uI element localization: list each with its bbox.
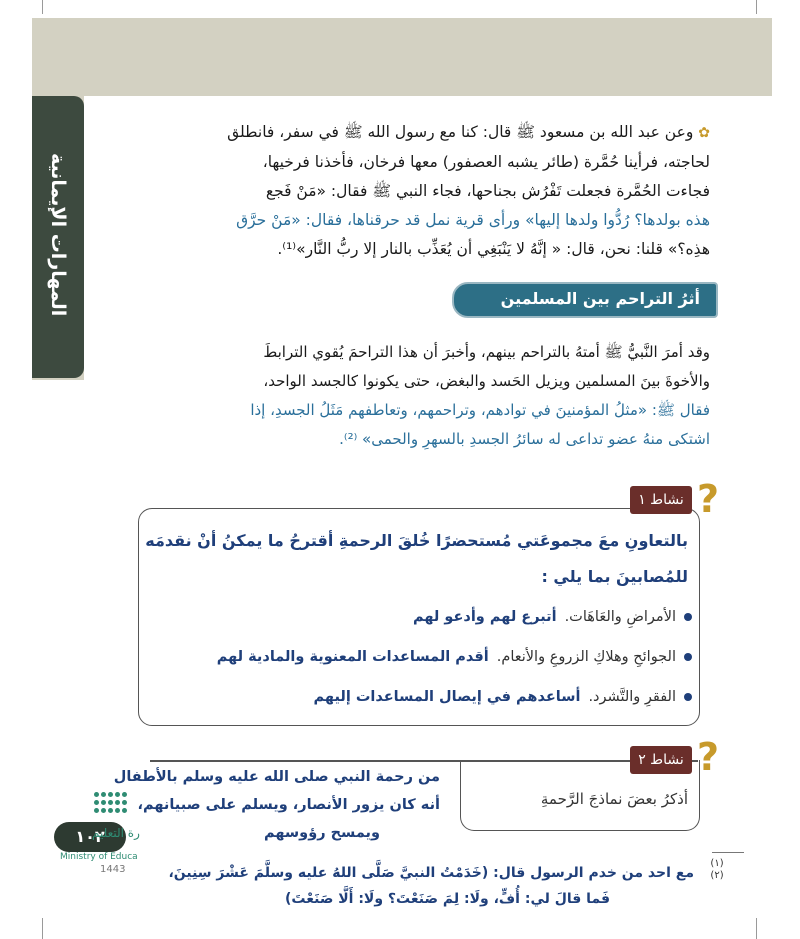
activity-1-row [314,682,692,712]
chapter-side-tab-label: المهارات الإيمانية [47,153,69,317]
question-mark-icon: ? [696,735,720,779]
crop-mark [756,918,757,939]
mercy-line: والأخوةَ بينَ المسلمين ويزيل الحَسد والبغض، حتى يكونوا كالجسد الواحد، [263,372,710,390]
activity-1-intro: للمُصابينَ بما يلي : [541,567,688,586]
activity-1-item: الأمراضِ والعَاهَات. [564,609,676,625]
question-mark-icon: ? [696,477,720,521]
hadith-line: هذه بولدها؟ رُدُّوا ولدها إليها» ورأى قرية نمل قد حرقناها، فقال: «مَنْ حرَّق [236,211,710,229]
hadith-paragraph [118,118,710,264]
activity-1-answer: أتبرع لهم وأدعو لهم [412,609,557,625]
crop-mark [42,0,43,14]
bullet-dot-icon [684,653,692,661]
activity-1-answer: أقدم المساعدات المعنوية والمادية لهم [216,649,489,665]
activity-1-row [413,602,692,632]
watermark-year: 1443 [100,864,126,875]
section-banner-title: أثرُ التراحم بين المسلمين [500,289,700,308]
hadith-line: لحاجته، فرأينا حُمَّرة (طائر يشبه العصفور) معها فرخان، فأخذنا فرخيها، [262,153,710,171]
mercy-line: اشتكى منهُ عضو تداعى له سائرُ الجسدِ بالسهرِ والحمى» ⁽²⁾. [339,430,710,448]
page-number: ١٠٢ [54,822,126,852]
bullet-dot-icon [684,693,692,701]
activity-2-rule [150,760,698,762]
bullet-dot-icon [684,613,692,621]
footnote-rule [712,852,744,853]
footnote-line: مع احد من خدم الرسول قال: (خَدَمْتُ النبيَّ صَلَّى اللهُ عليه وسلَّمَ عَشْرَ سِنِينَ، [168,865,694,881]
activity-1-intro: بالتعاونِ معَ مجموعَتي مُستحضرًا خُلقَ الرحمةِ أقترحُ ما يمكنُ أنْ نقدمَه [145,531,688,550]
watermark-text: رة التعليم [92,826,140,840]
activity-2-prompt: أذكرُ بعضَ نماذجَ الرَّحمةِ [540,790,688,808]
activity-1-item: الجوائحِ وهلاكِ الزروعِ والأنعام. [496,649,676,665]
crop-mark [756,0,757,14]
footnote-line: فَما قالَ لي: أُفٍّ، ولَا: لِمَ صَنَعْتَ؟ ولَا: أَلَّا صَنَعْتَ) [284,891,610,907]
watermark-sub: Ministry of Educa [60,852,138,862]
footnote-markers: (١) (٢) [710,858,724,881]
activity-2-answer: أنه كان يزور الأنصار، ويسلم على صبيانهم، [137,797,440,813]
activity-2-answer: من رحمة النبي صلى الله عليه وسلم بالأطفال [113,769,440,785]
crop-mark [42,918,43,939]
page-header-band [32,18,772,96]
hadith-line: فجاءت الحُمَّرة فجعلت تَفْرُش بجناحها، فجاء النبي ﷺ فقال: «مَنْ فَجع [265,182,710,200]
flower-bullet-icon: ✿ [698,125,710,141]
hadith-line: هذِه؟» قلنا: نحن، قال: « إنَّهُ لا يَنْبَغِي أن يُعَذِّب بالنار إلا ربُّ النَّار»⁽¹⁾. [277,240,710,258]
activity-1-row [217,642,692,672]
activity-1-answer: أساعدهم في إيصال المساعدات إليهم [313,689,581,705]
hadith-line: ✿ وعن عبد الله بن مسعود ﷺ قال: كنا مع رسول الله ﷺ في سفر، فانطلق [227,123,710,141]
mercy-line: فقال ﷺ: «مثلُ المؤمنينَ في توادهم، وتراحمهم، وتعاطفهم مَثَلُ الجسدِ، إذا [250,401,710,419]
ministry-logo-icon [94,792,124,814]
mercy-paragraph [118,338,710,454]
activity-2-tag: نشاط ٢ [630,746,692,774]
activity-1-tag: نشاط ١ [630,486,692,514]
activity-2-answer: ويمسح رؤوسهم [263,825,380,841]
mercy-line: وقد أمرَ النَّبيُّ ﷺ أمتهُ بالتراحم بينهم، وأخبرَ أن هذا التراحمَ يُقوي الترابطَ [263,343,710,361]
activity-1-item: الفقرِ والتَّشرد. [588,689,676,705]
